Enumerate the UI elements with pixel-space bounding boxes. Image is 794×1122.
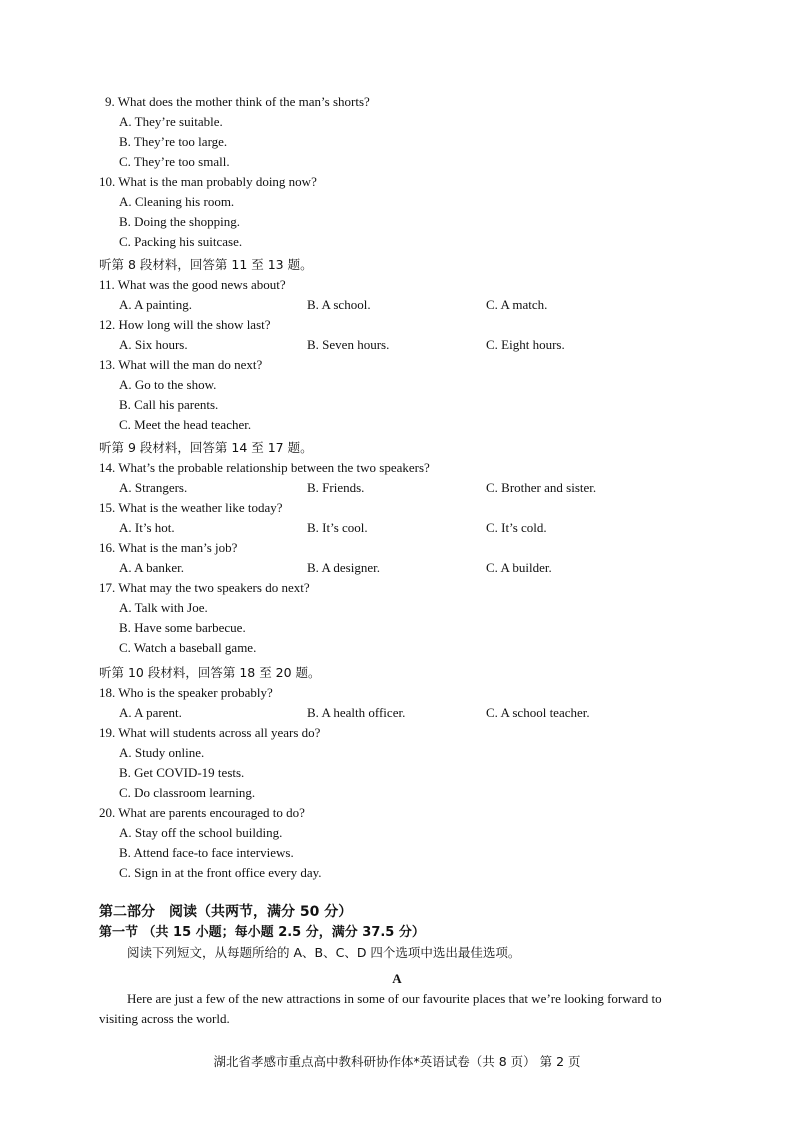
passage-paragraph: Here are just a few of the new attractions in some of our favourite places that we’re looking forward to visiting across the world. <box>99 991 662 1026</box>
option-b: B. A school. <box>307 297 371 312</box>
option-c: C. Packing his suitcase. <box>119 234 243 249</box>
option-c: C. Eight hours. <box>486 337 565 352</box>
option-a: A. Stay off the school building. <box>119 825 283 840</box>
instruction-text: 阅读下列短文，从每题所给的 A、B、C、D 四个选项中选出最佳选项。 <box>127 945 521 960</box>
question-text: 9. What does the mother think of the man’s shorts? <box>105 94 370 109</box>
option-c: C. Meet the head teacher. <box>119 417 252 432</box>
question-text: 16. What is the man’s job? <box>99 540 238 555</box>
option-c: C. Do classroom learning. <box>119 785 256 800</box>
option-b: B. Seven hours. <box>307 337 390 352</box>
option-b: B. Attend face-to face interviews. <box>119 845 294 860</box>
option-a: A. Study online. <box>119 745 205 760</box>
option-a: A. A painting. <box>119 297 192 312</box>
option-c: C. A match. <box>486 297 548 312</box>
option-c: C. A school teacher. <box>486 705 590 720</box>
question-text: 15. What is the weather like today? <box>99 500 283 515</box>
option-a: A. They’re suitable. <box>119 114 223 129</box>
passage-title: A <box>392 971 402 986</box>
option-b: B. Get COVID-19 tests. <box>119 765 245 780</box>
option-b: B. A health officer. <box>307 705 406 720</box>
question-text: 19. What will students across all years do? <box>99 725 321 740</box>
option-a: A. A parent. <box>119 705 182 720</box>
section-note-9: 听第 9 段材料，回答第 14 至 17 题。 <box>99 440 313 455</box>
option-a: A. Six hours. <box>119 337 188 352</box>
question-text: 14. What’s the probable relationship between the two speakers? <box>99 460 430 475</box>
option-a: A. A banker. <box>119 560 184 575</box>
part2-heading: 第二部分 阅读（共两节，满分 50 分） <box>99 904 353 920</box>
option-c: C. They’re too small. <box>119 154 230 169</box>
option-c: C. Brother and sister. <box>486 480 597 495</box>
section-note-8: 听第 8 段材料，回答第 11 至 13 题。 <box>99 257 313 272</box>
option-c: C. A builder. <box>486 560 552 575</box>
question-text: 18. Who is the speaker probably? <box>99 685 273 700</box>
option-c: C. It’s cold. <box>486 520 547 535</box>
option-b: B. A designer. <box>307 560 380 575</box>
option-c: C. Watch a baseball game. <box>119 640 257 655</box>
section1-heading: 第一节 （共 15 小题；每小题 2.5 分，满分 37.5 分） <box>99 925 425 940</box>
question-text: 12. How long will the show last? <box>99 317 271 332</box>
option-a: A. Strangers. <box>119 480 188 495</box>
option-b: B. Have some barbecue. <box>119 620 246 635</box>
option-b: B. Doing the shopping. <box>119 214 240 229</box>
option-a: A. It’s hot. <box>119 520 175 535</box>
option-b: B. Call his parents. <box>119 397 219 412</box>
option-b: B. Friends. <box>307 480 365 495</box>
option-a: A. Cleaning his room. <box>119 194 235 209</box>
question-text: 10. What is the man probably doing now? <box>99 174 317 189</box>
section-note-10: 听第 10 段材料，回答第 18 至 20 题。 <box>99 665 321 680</box>
option-c: C. Sign in at the front office every day. <box>119 865 322 880</box>
option-a: A. Talk with Joe. <box>119 600 208 615</box>
question-text: 17. What may the two speakers do next? <box>99 580 310 595</box>
option-a: A. Go to the show. <box>119 377 217 392</box>
option-b: B. They’re too large. <box>119 134 228 149</box>
question-text: 20. What are parents encouraged to do? <box>99 805 305 820</box>
question-text: 13. What will the man do next? <box>99 357 263 372</box>
page-footer: 湖北省孝感市重点高中教科研协作体*英语试卷（共 8 页） 第 2 页 <box>213 1054 581 1069</box>
option-b: B. It’s cool. <box>307 520 368 535</box>
question-text: 11. What was the good news about? <box>99 277 286 292</box>
